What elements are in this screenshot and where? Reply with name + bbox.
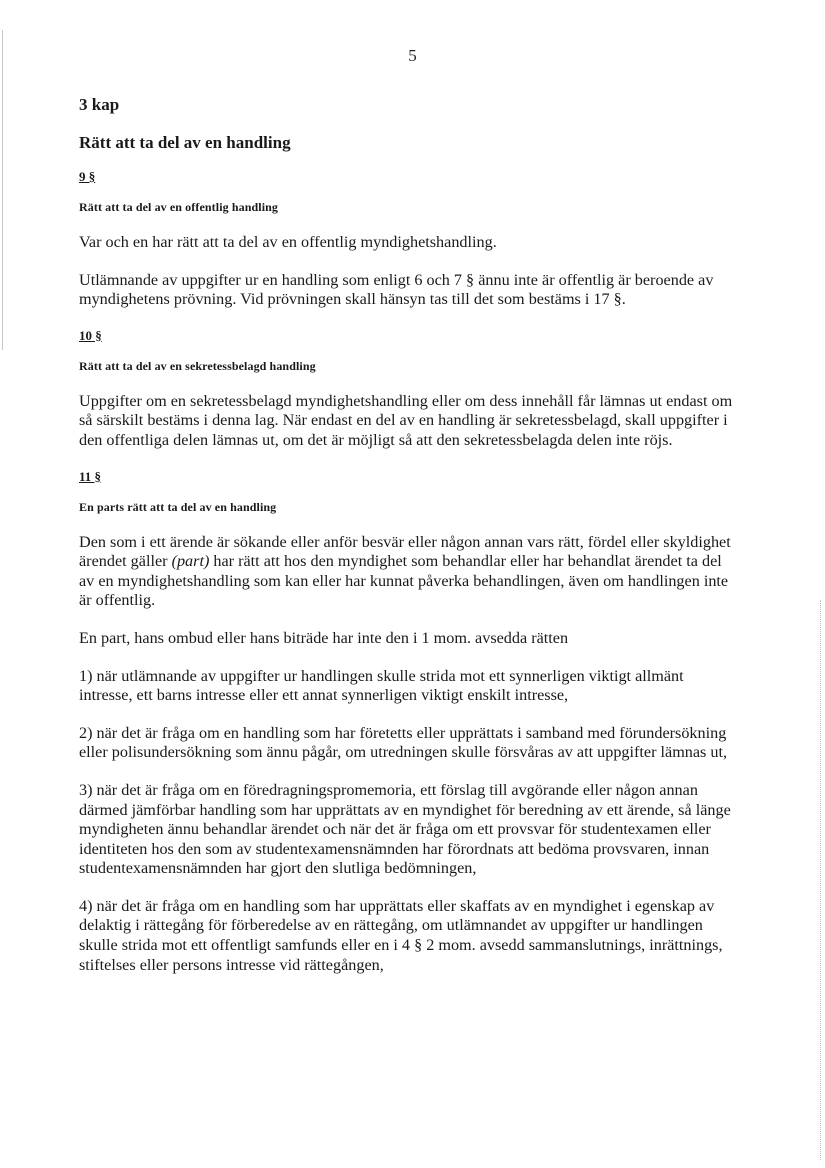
scan-border-left bbox=[2, 30, 3, 350]
paragraph: Var och en har rätt att ta del av en offentlig myndighetshandling. bbox=[79, 233, 497, 251]
page-number: 5 bbox=[408, 46, 417, 65]
defined-term: (part) bbox=[171, 552, 210, 571]
paragraph: Uppgifter om en sekretessbelagd myndighetshandling eller om dess innehåll får lämnas ut endast om så särskilt bestäms i denna lag. När endast en del av en handling är sekretessbelagd, skall uppgifter i den offentliga delen lämnas ut, om det är möjligt så att den sekretessbelagda delen inte röjs. bbox=[79, 391, 733, 449]
section-heading: Rätt att ta del av en sekretessbelagd handling bbox=[79, 358, 316, 373]
chapter-label: 3 kap bbox=[79, 95, 120, 114]
list-item: 1) när utlämnande av uppgifter ur handlingen skulle strida mot ett synnerligen viktigt allmänt intresse, ett barns intresse eller ett annat synnerligen viktigt enskilt intresse, bbox=[79, 666, 684, 705]
section-heading: En parts rätt att ta del av en handling bbox=[79, 499, 277, 514]
section-number: 11 § bbox=[79, 468, 102, 484]
paragraph bbox=[79, 533, 739, 611]
list-item: 2) när det är fråga om en handling som har företetts eller upprättats i samband med förundersökning eller polisundersökning som ännu pågår, om utredningen skulle försvåras av att uppgifter lämnas ut, bbox=[79, 723, 728, 762]
document-body bbox=[79, 95, 739, 993]
paragraph: Utlämnande av uppgifter ur en handling som enligt 6 och 7 § ännu inte är offentlig är beroende av myndighetens prövning. Vid prövningen skall hänsyn tas till det som bestäms i 17 §. bbox=[79, 270, 714, 309]
paragraph-text: har rätt att hos den myndighet som behandlar eller har behandlat ärendet ta del av en myndighetshandling som kan eller har kunnat påverka behandlingen, även om handlingen inte är offentlig. bbox=[79, 552, 729, 610]
paragraph: En part, hans ombud eller hans biträde har inte den i 1 mom. avsedda rätten bbox=[79, 628, 569, 647]
section-number: 10 § bbox=[79, 327, 102, 343]
scan-border-right bbox=[820, 600, 821, 1160]
section-10 bbox=[79, 328, 739, 451]
paragraph-text: Den som i ett ärende är sökande eller anför besvär eller någon annan vars rätt, fördel eller skyldighet ärendet gäller bbox=[79, 532, 731, 571]
section-9 bbox=[79, 169, 739, 310]
chapter-title: Rätt att ta del av en handling bbox=[79, 133, 291, 152]
list-item: 3) när det är fråga om en föredragningspromemoria, ett förslag till avgörande eller någon annan därmed jämförbar handling som har upprättats av en myndighet för beredning av ett ärende, så länge myndigheten ännu behandlar ärendet och när det är fråga om ett provsvar för studentexamen eller identiteten hos den som av studentexamensnämnden har förordnats att bedöma provsvaren, innan studentexamensnämnden har gjort den slutliga bedömningen, bbox=[79, 780, 731, 878]
section-heading: Rätt att ta del av en offentlig handling bbox=[79, 200, 278, 214]
section-number: 9 § bbox=[79, 169, 96, 184]
section-11 bbox=[79, 469, 739, 976]
list-item: 4) när det är fråga om en handling som har upprättats eller skaffats av en myndighet i egenskap av delaktig i rättegång för förberedelse av en rättegång, om utlämnandet av uppgifter ur handlingen skulle strida mot ett offentligt samfunds eller en i 4 § 2 mom. avsedd sammanslutnings, inrättnings, stiftelses eller persons intresse vid rättegången, bbox=[79, 896, 723, 974]
